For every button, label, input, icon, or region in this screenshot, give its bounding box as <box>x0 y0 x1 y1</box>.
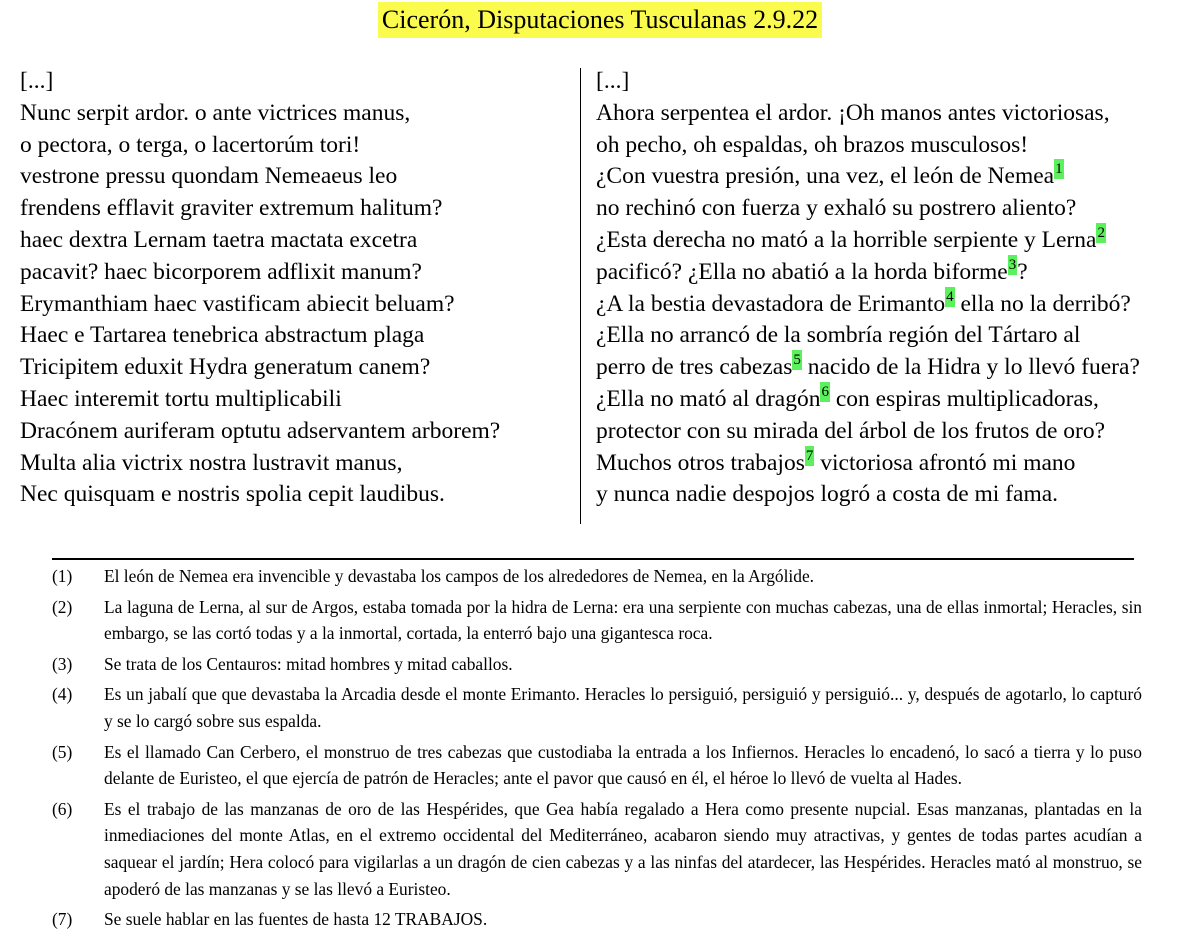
footnote-number: (5) <box>52 741 73 762</box>
footnote-marker: 3 <box>1008 256 1017 273</box>
latin-line: haec dextra Lernam taetra mactata excetra <box>20 226 418 253</box>
footnote <box>52 739 1142 792</box>
latin-line: Haec interemit tortu multiplicabili <box>20 385 342 412</box>
latin-line: [...] <box>20 68 54 94</box>
spanish-line: ¿A la bestia devastadora de Erimanto4 ella no la derribó? <box>596 288 1131 317</box>
latin-line: Erymanthiam haec vastificam abiecit beluam? <box>20 290 455 317</box>
footnote-number: (4) <box>52 684 73 705</box>
footnote <box>52 681 1142 734</box>
footnote-text: Se suele hablar en las fuentes de hasta 12 TRABAJOS. <box>104 909 488 930</box>
footnote-number: (7) <box>52 909 73 930</box>
latin-column <box>20 66 580 511</box>
footnote-text: La laguna de Lerna, al sur de Argos, estaba tomada por la hidra de Lerna: era una serpiente con muchas cabezas, una de ellas inmortal; Heracles, sin embargo, se las cortó todas y a la inmortal, cortada, la enterró bajo una gigantesca roca. <box>104 596 1142 644</box>
latin-line: Tricipitem eduxit Hydra generatum canem? <box>20 354 431 381</box>
page-title: Cicerón, Disputaciones Tusculanas 2.9.22 <box>378 2 822 38</box>
spanish-line: oh pecho, oh espaldas, oh brazos musculosos! <box>596 131 1029 158</box>
spanish-line: Muchos otros trabajos7 victoriosa afrontó mi mano <box>596 447 1076 476</box>
spanish-line: perro de tres cabezas5 nacido de la Hidra y lo llevó fuera? <box>596 352 1140 381</box>
column-divider <box>580 68 581 524</box>
spanish-line: y nunca nadie despojos logró a costa de mi fama. <box>596 481 1059 508</box>
latin-line: vestrone pressu quondam Nemeaeus leo <box>20 163 398 190</box>
footnote-text: Es el llamado Can Cerbero, el monstruo de tres cabezas que custodiaba la entrada a los Infiernos. Heracles lo encadenó, lo sacó a tierra y lo puso delante de Euristeo, el que ejercía de patrón de Heracles; ante el pavor que causó en él, el héroe lo llevó de vuelta al Hades. <box>104 741 1142 789</box>
footnote-number: (1) <box>52 566 73 586</box>
footnote-number: (2) <box>52 596 73 617</box>
footnote-marker: 5 <box>793 352 801 369</box>
footnote <box>52 906 1142 933</box>
spanish-line: ¿Con vuestra presión, una vez, el león de Nemea1 <box>596 161 1063 190</box>
title-container <box>0 2 1200 38</box>
footnote-marker: 7 <box>805 447 814 464</box>
spanish-line: ¿Esta derecha no mató a la horrible serpiente y Lerna2 <box>596 224 1105 253</box>
footnotes <box>52 563 1142 937</box>
footnote-number: (6) <box>52 798 73 819</box>
spanish-line: ¿Ella no arrancó de la sombría región del Tártaro al <box>596 322 1081 349</box>
footnote <box>52 796 1142 902</box>
spanish-line: [...] <box>596 68 630 94</box>
footnote-text: Es el trabajo de las manzanas de oro de las Hespérides, que Gea había regalado a Hera como presente nupcial. Esas manzanas, plantadas en la inmediaciones del monte Atlas, en el extremo occidental del Mediterráneo, acabaron siendo muy atractivas, y gentes de todas partes acudían a saquear el jardín; Hera colocó para vigilarlas a un dragón de cien cabezas y a las ninfas del atardecer, las Hespérides. Heracles mató al monstruo, se apoderó de las manzanas y se las llevó a Euristeo. <box>104 798 1142 899</box>
spanish-line: protector con su mirada del árbol de los frutos de oro? <box>596 417 1106 444</box>
footnote-marker: 1 <box>1055 161 1063 178</box>
footnote-separator <box>52 558 1134 560</box>
footnote-text: El león de Nemea era invencible y devastaba los campos de los alrededores de Nemea, en la Argólide. <box>104 566 815 586</box>
latin-line: pacavit? haec bicorporem adflixit manum? <box>20 258 422 285</box>
footnote-marker: 6 <box>821 383 829 400</box>
latin-line: o pectora, o terga, o lacertorúm tori! <box>20 131 361 158</box>
footnote-number: (3) <box>52 653 73 674</box>
spanish-line: Ahora serpentea el ardor. ¡Oh manos antes victoriosas, <box>596 99 1110 126</box>
footnote-marker: 2 <box>1097 224 1105 241</box>
footnote <box>52 594 1142 647</box>
footnote <box>52 651 1142 678</box>
latin-line: Haec e Tartarea tenebrica abstractum plaga <box>20 322 425 349</box>
latin-line: Nunc serpit ardor. o ante victrices manus, <box>20 99 411 126</box>
spanish-column <box>596 66 1196 511</box>
footnote-marker: 4 <box>946 288 954 305</box>
latin-line: frendens efflavit graviter extremum halitum? <box>20 195 443 222</box>
spanish-line: no rechinó con fuerza y exhaló su postrero aliento? <box>596 195 1077 222</box>
footnote-text: Se trata de los Centauros: mitad hombres y mitad caballos. <box>104 653 513 674</box>
latin-line: Nec quisquam e nostris spolia cepit laudibus. <box>20 481 445 508</box>
footnote-text: Es un jabalí que que devastaba la Arcadia desde el monte Erimanto. Heracles lo persiguió, persiguió y persiguió... y, después de agotarlo, lo capturó y se lo cargó sobre sus espalda. <box>104 684 1142 731</box>
latin-line: Dracónem auriferam optutu adservantem arborem? <box>20 417 501 444</box>
footnote <box>52 563 1142 590</box>
spanish-line: ¿Ella no mató al dragón6 con espiras multiplicadoras, <box>596 383 1099 412</box>
latin-line: Multa alia victrix nostra lustravit manus, <box>20 449 403 476</box>
spanish-line: pacificó? ¿Ella no abatió a la horda biforme3? <box>596 256 1028 285</box>
